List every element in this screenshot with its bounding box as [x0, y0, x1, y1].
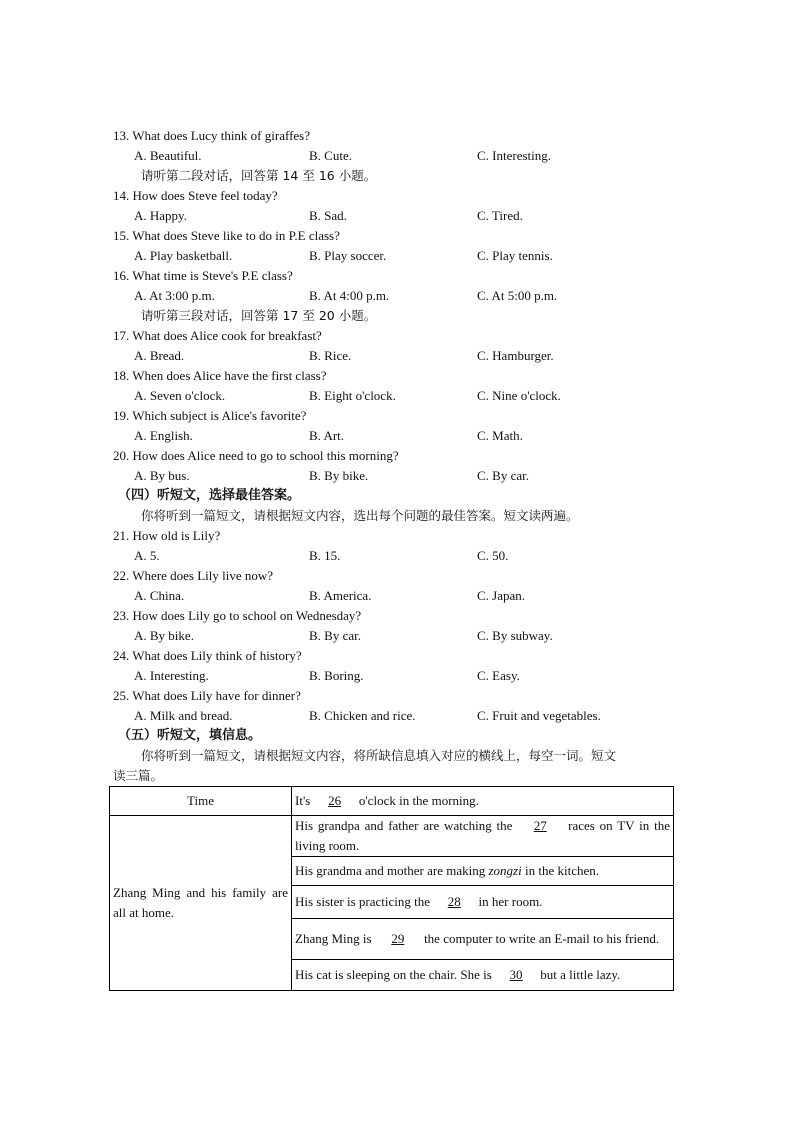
- option-23-a: A. By bike.: [134, 628, 194, 643]
- option-18-c: C. Nine o'clock.: [477, 388, 561, 403]
- option-14-a: A. Happy.: [134, 208, 187, 223]
- blank-26[interactable]: 26: [328, 793, 342, 808]
- option-19-a: A. English.: [134, 428, 193, 443]
- grandma-cell: His grandma and mother are making zongzi in the kitchen.: [292, 857, 674, 886]
- option-17-c: C. Hamburger.: [477, 348, 554, 363]
- fill-in-table: [109, 786, 674, 991]
- option-20-a: A. By bus.: [134, 468, 190, 483]
- dialogue-3-note: 请听第三段对话，回答第 17 至 20 小题。: [141, 308, 377, 323]
- option-19-b: B. Art.: [309, 428, 345, 443]
- option-17-a: A. Bread.: [134, 348, 185, 363]
- option-24-b: B. Boring.: [309, 668, 364, 683]
- dialogue-2-note: 请听第二段对话，回答第 14 至 16 小题。: [141, 168, 377, 183]
- family-label: Zhang Ming and his family are all at home.: [110, 816, 292, 991]
- option-20-c: C. By car.: [477, 468, 529, 483]
- option-22-a: A. China.: [134, 588, 185, 603]
- option-13-c: C. Interesting.: [477, 148, 552, 163]
- option-16-a: A. At 3:00 p.m.: [134, 288, 215, 303]
- table-row: [110, 816, 674, 857]
- option-23-c: C. By subway.: [477, 628, 553, 643]
- option-13-a: A. Beautiful.: [134, 148, 202, 163]
- option-14-b: B. Sad.: [309, 208, 347, 223]
- blank-29[interactable]: 29: [391, 931, 405, 946]
- grandpa-cell: His grandpa and father are watching the 27 races on TV in the living room.: [292, 816, 674, 857]
- option-24-c: C. Easy.: [477, 668, 520, 683]
- blank-27[interactable]: 27: [533, 818, 547, 833]
- option-19-c: C. Math.: [477, 428, 523, 443]
- option-21-a: A. 5.: [134, 548, 160, 563]
- question-17: 17. What does Alice cook for breakfast?: [113, 328, 322, 343]
- option-16-c: C. At 5:00 p.m.: [477, 288, 558, 303]
- time-label: Time: [110, 787, 292, 816]
- option-22-c: C. Japan.: [477, 588, 526, 603]
- option-22-b: B. America.: [309, 588, 372, 603]
- question-22: 22. Where does Lily live now?: [113, 568, 274, 583]
- option-25-a: A. Milk and bread.: [134, 708, 233, 723]
- option-16-b: B. At 4:00 p.m.: [309, 288, 390, 303]
- option-15-c: C. Play tennis.: [477, 248, 553, 263]
- time-cell: It's 26 o'clock in the morning.: [292, 787, 674, 816]
- question-21: 21. How old is Lily?: [113, 528, 221, 543]
- section-5-title: （五）听短文，填信息。: [118, 728, 262, 743]
- option-23-b: B. By car.: [309, 628, 361, 643]
- option-21-c: C. 50.: [477, 548, 509, 563]
- option-18-a: A. Seven o'clock.: [134, 388, 226, 403]
- option-14-c: C. Tired.: [477, 208, 523, 223]
- option-15-b: B. Play soccer.: [309, 248, 387, 263]
- sister-cell: His sister is practicing the 28 in her room.: [292, 886, 674, 919]
- option-20-b: B. By bike.: [309, 468, 369, 483]
- option-25-c: C. Fruit and vegetables.: [477, 708, 601, 723]
- question-20: 20. How does Alice need to go to school this morning?: [113, 448, 399, 463]
- cat-cell: His cat is sleeping on the chair. She is 30 but a little lazy.: [292, 960, 674, 991]
- option-25-b: B. Chicken and rice.: [309, 708, 416, 723]
- section-5-instruction: 你将听到一篇短文，请根据短文内容，将所缺信息填入对应的横线上，每空一词。短文: [141, 748, 617, 763]
- question-14: 14. How does Steve feel today?: [113, 188, 278, 203]
- question-13: 13. What does Lucy think of giraffes?: [113, 128, 310, 143]
- option-13-b: B. Cute.: [309, 148, 352, 163]
- question-16: 16. What time is Steve's P.E class?: [113, 268, 293, 283]
- question-18: 18. When does Alice have the first class?: [113, 368, 327, 383]
- question-25: 25. What does Lily have for dinner?: [113, 688, 301, 703]
- question-15: 15. What does Steve like to do in P.E class?: [113, 228, 340, 243]
- option-24-a: A. Interesting.: [134, 668, 209, 683]
- section-5-instruction-cont: 读三篇。: [113, 768, 164, 783]
- option-17-b: B. Rice.: [309, 348, 352, 363]
- option-18-b: B. Eight o'clock.: [309, 388, 396, 403]
- zhang-ming-cell: Zhang Ming is 29 the computer to write an E-mail to his friend.: [292, 919, 674, 960]
- question-19: 19. Which subject is Alice's favorite?: [113, 408, 307, 423]
- option-15-a: A. Play basketball.: [134, 248, 233, 263]
- blank-30[interactable]: 30: [509, 967, 523, 982]
- question-23: 23. How does Lily go to school on Wednesday?: [113, 608, 362, 623]
- option-21-b: B. 15.: [309, 548, 341, 563]
- section-4-title: （四）听短文，选择最佳答案。: [118, 488, 301, 503]
- section-4-instruction: 你将听到一篇短文，请根据短文内容，选出每个问题的最佳答案。短文读两遍。: [141, 508, 579, 523]
- table-row: [110, 787, 674, 816]
- blank-28[interactable]: 28: [447, 894, 461, 909]
- question-24: 24. What does Lily think of history?: [113, 648, 302, 663]
